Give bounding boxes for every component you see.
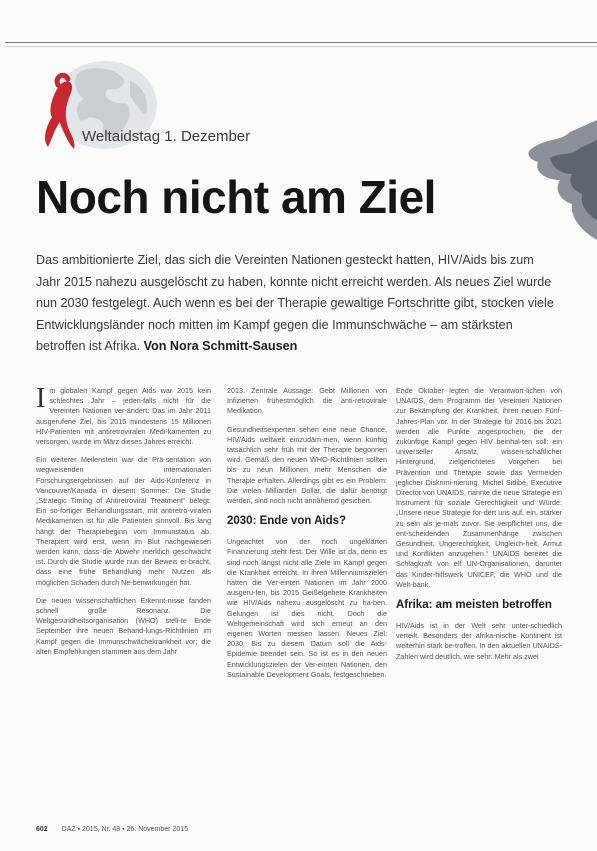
kicker: Weltaidstag 1. Dezember	[82, 128, 251, 145]
paragraph: HIV/Aids ist in der Welt sehr unter-schiedlich verteilt. Besonders der afrika-nische Kontinent ist weiterhin stark be-troffen. In den aktuellen UNAIDS-Zahlen wird deutlich, wie sehr: Mehr als zwei	[396, 621, 562, 661]
paragraph-text: m globalen Kampf gegen Aids war 2015 kein schlechtes Jahr – jeden-falls nicht für die Vereinten Nationen ver-ändert: Das im Jahr 2011 ausgerufene Ziel, bis 2015 mindestens 15 Millionen HIV-Patienten mit antiretroviralen Medi-kamenten zu versorgen, wurde im März dieses Jahres erreicht.	[36, 386, 211, 447]
paragraph: Die neuen wissenschaftlichen Erkennt-nisse fanden schnell große Resonanz. Die Weltgesundheitsorganisation (WHO) stell-te Ende September ihre neuen Behand-lungs-Richtlinien im Kampf gegen die Immunschwächekrankheit vor; die alten Empfehlungen stammen aus dem Jahr	[36, 595, 211, 656]
drop-cap: I	[36, 383, 46, 414]
section-heading: 2030: Ende von Aids?	[227, 515, 347, 528]
paragraph: Ungeachtet von der noch ungeklärten Finanzierung steht fest: Der Wille ist da, denn es sind noch längst nicht alle Ziele im Kampf gegen die Krankheit erreicht. In ihren Millenniumszielen hatten die Ver-einten Nationen im Jahr 2000 ausgeru-fen, bis 2015 Geißelgebete Krankheiten wie HIV/Aids nahezu ausgelöscht zu ha-ben. Gelungen ist dies nicht. Doch die Weltgemeinschaft wird sich erneut an den eigenen Worten messen lassen. Neues Ziel: 2030. Bis zu diesem Datum soll die Aids-Epidemie beendet sein. So ist es in den neuen Entwicklungszielen der Ver-einten Nationen, den Sustainable Development Goals, festgeschrieben.	[227, 537, 387, 679]
top-rule	[5, 42, 597, 43]
author-byline: Von Nora Schmitt-Sausen	[143, 339, 298, 353]
article-column-2	[227, 386, 387, 688]
article-column-1	[36, 383, 211, 665]
publication-info: DAZ ▪ 2015, Nr. 48 ▪ 26. November 2015	[61, 826, 189, 833]
lead-text: Das ambitionierte Ziel, das sich die Vereinten Nationen gesteckt hatten, HIV/Aids bis zum Jahr 2015 nahezu ausgelöscht zu haben, konnte nicht erreicht werden. Als neues Ziel wurde nun 2030 festgelegt. Auch wenn es bei der Therapie gewaltige Fortschritte gibt, stocken viele Entwicklungsländer noch mitten im Kampf gegen die Immunschwäche – am stärksten betroffen ist Afrika.	[36, 253, 554, 353]
paragraph: Ende Oktober legten die Verantwort-lichen von UNAIDS, dem Programm der Vereinten Nationen zur Bekämpfung der Krankheit, ihren neuen Fünf-Jahres-Plan vor. In der Strategie für 2016 bis 2021 werden alle Punkte angesprochen, die der zukünftige Kampf gegen HIV beinhal-ten soll: ein universeller Ansatz, wissen-schaftlicher Hintergrund, zielgerichtetes Vorgehen bei Prävention und Therapie sowie das Vermeiden jeglicher Diskrimi-nierung. Michel Sidibé, Executive Director von UNAIDS, nannte die neue Strategie ein Instrument für soziale Gerechtigkeit und Würde: „Unsere neue Strategie for-dert uns auf, ein, stärker zu sein als je-mals zuvor. Sie verpflichtet uns, die ent-scheidenden Zusammenhänge zwischen Gesundheit, Ungerechtigkeit, Ungleich-heit, Armut und Konflikten anzugehen.“ UNAIDS bereitet die Schlagkraft von elf UN-Organisationen, darunter das Kinder-hilfswerk UNICEF, die WHO und die Welt-bank.	[396, 386, 562, 589]
top-rule-secondary	[5, 46, 597, 47]
page-footer	[36, 826, 188, 833]
lead-paragraph	[36, 250, 556, 358]
article-column-3	[396, 386, 562, 670]
section-heading: Afrika: am meisten betroffen	[396, 599, 552, 612]
headline: Noch nicht am Ziel	[36, 171, 436, 223]
paragraph: 2013. Zentrale Aussage: Gebt Millionen von Infizierten frühestmöglich die anti-retrovirale Medikation.	[227, 386, 387, 416]
paragraph: Ein weiterer Meilenstein war die Prä-sentation von wegweisenden internationalen Forschungsergebnissen auf der Aids-Konferenz in Vancouver/Kanada in diesem Sommer: Die Studie „Strategic Timing of Antiretroviral Treatment“ belegt: Ein so-fortiger Behandlungsstart, mit antiretro-viralen Medikamenten ist für alle Patienten sinnvoll. Bis lang hängt der Therapiebeginn vom Immunstatus ab. Therapiert wird erst, wenn im Blut nachgewiesen werden kann, dass die Abwehr merklich geschwächt ist. Durch die Studie wurde nun der Beweis er-bracht, dass eine frühe Behandlung mehr Nutzen als möglichen Schaden durch Ne-benwirkungen hat.	[36, 455, 211, 587]
paragraph: Gesundheitsexperten sehen eine neue Chance, HIV/Aids weltweit einzudäm-men, wenn künftig tatsächlich sehr früh mit der Therapie begonnen wird. Gemäß den neuen WHO-Richtlinien sollten bis zu neun Millionen mehr Menschen die Therapie erhalten. Allerdings gibt es ein Problem: Die vielen Milliarden Dollar, die dafür benötigt werden, sind noch nicht annähernd gesichert.	[227, 424, 387, 506]
page-number: 602	[36, 826, 48, 833]
decorative-corner-graphic	[510, 120, 597, 240]
paragraph	[36, 383, 211, 447]
